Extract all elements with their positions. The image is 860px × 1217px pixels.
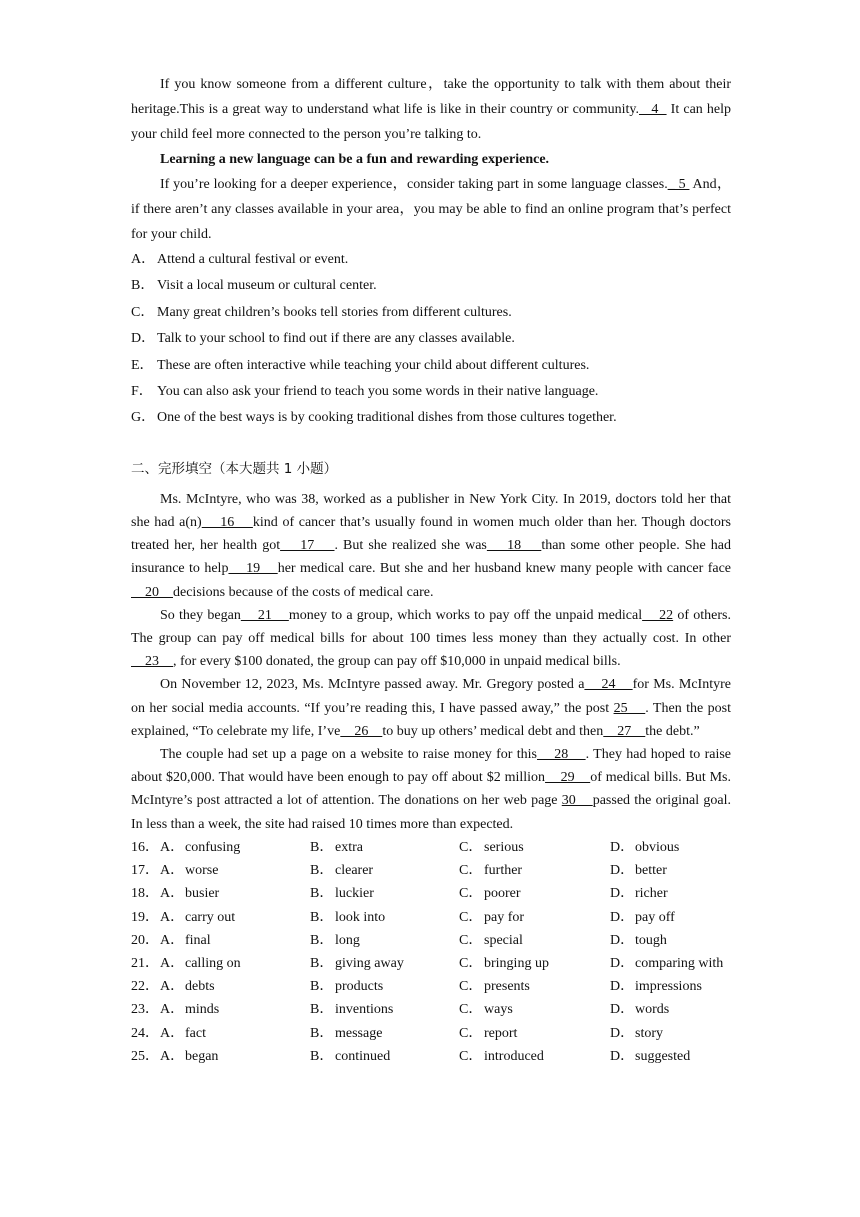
choice-label: B． — [310, 1002, 334, 1018]
option-text: Talk to your school to find out if there are any classes available. — [157, 331, 515, 347]
choice-text: tough — [635, 932, 667, 948]
option-line — [131, 405, 731, 431]
choice-b — [310, 975, 459, 998]
choice-text: debts — [185, 979, 215, 995]
choice-b — [310, 1022, 459, 1045]
choice-text: luckier — [335, 886, 374, 902]
choice-b — [310, 1045, 459, 1068]
option-text: One of the best ways is by cooking traditional dishes from those cultures together. — [157, 410, 617, 426]
choice-a — [160, 859, 310, 882]
choice-text: presents — [484, 979, 530, 995]
choice-b — [310, 859, 459, 882]
choice-text: look into — [335, 909, 386, 925]
cloze-questions — [131, 836, 723, 1068]
choice-d — [610, 836, 723, 859]
question-number: 19． — [131, 909, 159, 925]
choice-text: minds — [185, 1002, 220, 1018]
choice-text: busier — [185, 886, 220, 902]
option-label: F． — [131, 384, 153, 400]
choice-label: D． — [610, 863, 635, 879]
choice-text: fact — [185, 1025, 206, 1041]
text-run: So they began — [160, 607, 241, 623]
choice-label: A． — [160, 1048, 185, 1064]
choice-label: A． — [160, 886, 185, 902]
choice-text: words — [635, 1002, 670, 1018]
question-row — [131, 975, 723, 998]
text-run: her medical care. But she and her husband knew many people with cancer face — [277, 561, 732, 577]
choice-text: clearer — [335, 863, 374, 879]
choice-text: message — [335, 1025, 383, 1041]
text-run: than some other people. She had insurance to help — [131, 538, 732, 577]
choice-label: A． — [160, 955, 185, 971]
choice-label: A． — [160, 863, 185, 879]
choice-text: impressions — [635, 979, 702, 995]
blank-number: 4 — [638, 102, 667, 117]
choice-text: suggested — [635, 1048, 691, 1064]
text-run: passed the original goal. In less than a week, the site had raised 10 times more than expected. — [131, 793, 732, 832]
choice-text: began — [185, 1048, 219, 1064]
choice-text: introduced — [484, 1048, 544, 1064]
cloze-passage — [131, 488, 731, 836]
question-row — [131, 952, 723, 975]
option-line — [131, 326, 731, 352]
choice-c — [459, 952, 610, 975]
choice-a — [160, 882, 310, 905]
option-label: C． — [131, 304, 155, 320]
question-number: 20． — [131, 932, 159, 948]
text-run: . But she realized she was — [334, 538, 487, 554]
choice-label: B． — [310, 886, 334, 902]
blank-number: 23 — [131, 654, 173, 670]
question-row — [131, 859, 723, 882]
blank-number: 29 — [545, 770, 591, 786]
text-run: money to a group, which works to pay off the unpaid medical — [288, 607, 643, 623]
choice-c — [459, 882, 610, 905]
choice-label: C． — [459, 1002, 483, 1018]
blank-number: 19 — [228, 561, 278, 577]
choice-label: C． — [459, 909, 483, 925]
choice-text: comparing with — [635, 955, 724, 971]
choice-d — [610, 929, 723, 952]
choice-c — [459, 1045, 610, 1068]
choice-label: A． — [160, 839, 185, 855]
text-run: of others. The group can pay off medical bills for about 100 times less money than they actually cost. In other — [131, 607, 732, 647]
choice-b — [310, 882, 459, 905]
choice-text: long — [335, 932, 360, 948]
choice-d — [610, 882, 723, 905]
choice-text: calling on — [185, 955, 241, 971]
option-text: You can also ask your friend to teach you some words in their native language. — [157, 384, 599, 400]
choice-text: continued — [335, 1048, 391, 1064]
choice-c — [459, 906, 610, 929]
choice-label: B． — [310, 1025, 334, 1041]
choice-text: story — [635, 1025, 663, 1041]
choice-c — [459, 929, 610, 952]
text-run: the debt.” — [645, 723, 700, 739]
text-run: And，if there aren’t any classes available in your area，you may be able to find an online program that’s perfect for your child. — [131, 177, 732, 242]
question-row — [131, 836, 723, 859]
option-text: Visit a local museum or cultural center. — [157, 278, 377, 294]
text-run: If you’re looking for a deeper experience，consider taking part in some language classes. — [160, 177, 668, 192]
choice-label: D． — [610, 909, 635, 925]
text-run: kind of cancer that’s usually found in women much older than her. Though doctors treated her, her health got — [131, 515, 732, 554]
blank-number: 25 — [613, 700, 646, 716]
reading-paragraph-1 — [131, 72, 731, 147]
blank-number: _ 5 — [667, 177, 690, 192]
choice-label: A． — [160, 909, 185, 925]
choice-text: final — [185, 932, 211, 948]
option-text: Attend a cultural festival or event. — [157, 252, 349, 267]
choice-text: worse — [185, 863, 219, 879]
option-label: B． — [131, 278, 155, 294]
choice-label: A． — [160, 1025, 185, 1041]
choice-c — [459, 975, 610, 998]
text-run: of medical bills. But Ms. McIntyre’s post attracted a lot of attention. The donations on her web page — [131, 770, 731, 809]
question-number: 16． — [131, 839, 159, 855]
choice-text: pay off — [635, 909, 675, 925]
choice-a — [160, 929, 310, 952]
choice-b — [310, 952, 459, 975]
choice-label: D． — [610, 1002, 635, 1018]
choice-a — [160, 975, 310, 998]
choice-label: C． — [459, 955, 483, 971]
choice-label: A． — [160, 1002, 185, 1018]
option-label: A． — [131, 252, 156, 267]
choice-b — [310, 906, 459, 929]
choice-d — [610, 952, 723, 975]
question-row — [131, 1022, 723, 1045]
section-title: 二、完形填空（本大题共 1 小题） — [131, 460, 338, 477]
question-row — [131, 929, 723, 952]
question-row — [131, 998, 723, 1021]
choice-b — [310, 929, 459, 952]
choice-label: C． — [459, 839, 483, 855]
text-run: On November 12, 2023, Ms. McIntyre passed away. Mr. Gregory posted a — [160, 677, 585, 693]
question-row — [131, 906, 723, 929]
option-line — [131, 379, 731, 405]
choice-label: C． — [459, 979, 483, 995]
choice-label: D． — [610, 955, 635, 971]
text-run: , for every $100 donated, the group can pay off $10,000 in unpaid medical bills. — [173, 654, 621, 670]
text-run: to buy up others’ medical debt and then — [382, 723, 604, 739]
document-content — [131, 72, 731, 1068]
blank-number: 22 — [642, 607, 674, 623]
choice-label: A． — [160, 979, 185, 995]
blank-number: 17 — [280, 538, 335, 554]
choice-c — [459, 836, 610, 859]
choice-text: giving away — [335, 955, 404, 971]
choice-d — [610, 859, 723, 882]
choice-label: D． — [610, 932, 635, 948]
text-run: . Then the post explained, “To celebrate my life, I’ve — [131, 700, 731, 739]
question-number: 23． — [131, 1002, 159, 1018]
option-label: G． — [131, 410, 156, 426]
cloze-paragraph — [131, 604, 731, 674]
choice-d — [610, 998, 723, 1021]
choice-label: C． — [459, 1048, 483, 1064]
choice-text: better — [635, 863, 667, 879]
choice-text: further — [484, 863, 523, 879]
choice-text: extra — [335, 839, 363, 855]
question-number: 24． — [131, 1025, 159, 1041]
choice-label: B． — [310, 979, 334, 995]
choice-label: C． — [459, 1025, 483, 1041]
choice-text: serious — [484, 839, 524, 855]
choice-label: B． — [310, 932, 334, 948]
choice-text: poorer — [484, 886, 521, 902]
blank-number: 30 — [561, 793, 593, 809]
option-label: D． — [131, 331, 156, 347]
choice-text: inventions — [335, 1002, 394, 1018]
blank-number: 18 — [486, 538, 542, 554]
choice-text: carry out — [185, 909, 236, 925]
choice-label: B． — [310, 863, 334, 879]
text-run: decisions because of the costs of medical care. — [173, 584, 434, 600]
choice-a — [160, 836, 310, 859]
blank-number: 28 — [537, 747, 586, 763]
choice-text: products — [335, 979, 384, 995]
cloze-paragraph — [131, 673, 731, 743]
choice-label: D． — [610, 886, 635, 902]
choice-label: C． — [459, 886, 483, 902]
option-line — [131, 300, 731, 326]
choice-d — [610, 906, 723, 929]
text-run: . They had hoped to raise about $20,000. That would have been enough to pay off about $2 million — [131, 747, 731, 786]
option-label: E． — [131, 357, 154, 373]
option-line — [131, 247, 731, 273]
blank-number: 26 — [340, 723, 383, 739]
question-row — [131, 882, 723, 905]
choice-a — [160, 1022, 310, 1045]
blank-number: 24 — [584, 677, 633, 693]
choice-text: obvious — [635, 839, 680, 855]
choice-label: B． — [310, 839, 334, 855]
reading-paragraph-2 — [131, 172, 731, 247]
choice-text: richer — [635, 886, 668, 902]
choice-label: D． — [610, 839, 635, 855]
blank-number: 21 — [240, 607, 289, 623]
option-text: These are often interactive while teaching your child about different cultures. — [157, 357, 590, 373]
option-line — [131, 273, 731, 299]
choice-d — [610, 1045, 723, 1068]
choice-a — [160, 1045, 310, 1068]
choice-a — [160, 998, 310, 1021]
choice-label: A． — [160, 932, 185, 948]
question-number: 22． — [131, 979, 159, 995]
choice-a — [160, 952, 310, 975]
question-number: 25． — [131, 1048, 159, 1064]
text-run: Ms. McIntyre, who was 38, worked as a publisher in New York City. In 2019, doctors told her that she had a(n) — [131, 491, 731, 531]
text-run: The couple had set up a page on a website to raise money for this — [160, 747, 537, 763]
text-run: for Ms. McIntyre on her social media accounts. “If you’re reading this, I have passed away,” the post — [131, 677, 731, 716]
choice-text: report — [484, 1025, 518, 1041]
question-number: 21． — [131, 955, 159, 971]
blank-number: 27 — [603, 723, 646, 739]
choice-text: pay for — [484, 909, 525, 925]
choice-text: confusing — [185, 839, 241, 855]
cloze-paragraph — [131, 488, 731, 604]
question-row — [131, 1045, 723, 1068]
blank-number: 20 — [131, 584, 173, 600]
choice-text: bringing up — [484, 955, 549, 971]
choice-c — [459, 859, 610, 882]
choice-label: B． — [310, 955, 334, 971]
choice-label: D． — [610, 1048, 635, 1064]
choice-label: C． — [459, 863, 483, 879]
question-number: 18． — [131, 886, 159, 902]
choice-label: D． — [610, 979, 635, 995]
choice-a — [160, 906, 310, 929]
choice-label: C． — [459, 932, 483, 948]
choice-text: special — [484, 932, 523, 948]
text-run: It can help your child feel more connected to the person you’re talking to. — [131, 102, 732, 142]
cloze-paragraph — [131, 743, 731, 836]
choice-label: B． — [310, 1048, 334, 1064]
choice-b — [310, 836, 459, 859]
option-text: Many great children’s books tell stories from different cultures. — [157, 304, 512, 320]
choice-c — [459, 998, 610, 1021]
option-line — [131, 353, 731, 379]
choice-label: D． — [610, 1025, 635, 1041]
reading-options — [131, 247, 731, 432]
text-run: If you know someone from a different culture，take the opportunity to talk with them about their heritage.This is a great way to understand what life is like in their country or community. — [131, 77, 731, 117]
choice-d — [610, 975, 723, 998]
choice-d — [610, 1022, 723, 1045]
choice-b — [310, 998, 459, 1021]
choice-text: ways — [484, 1002, 513, 1018]
choice-label: B． — [310, 909, 334, 925]
choice-c — [459, 1022, 610, 1045]
reading-heading: Learning a new language can be a fun and rewarding experience. — [160, 152, 550, 167]
question-number: 17． — [131, 863, 159, 879]
blank-number: 16 — [201, 515, 253, 531]
